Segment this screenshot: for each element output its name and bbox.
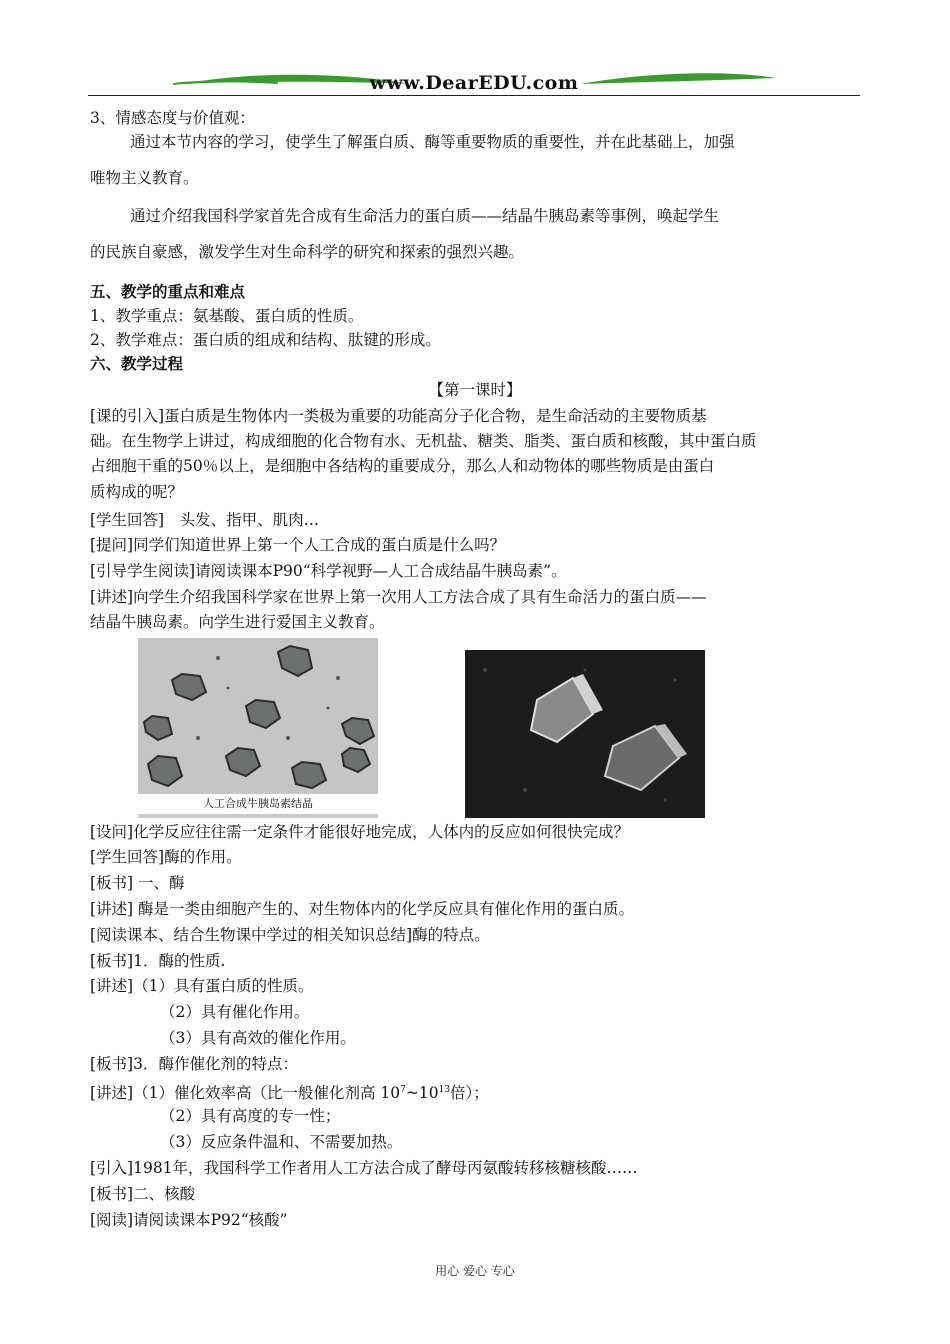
text-line: 3、情感态度与价值观： bbox=[90, 109, 255, 127]
text-line: 础。在生物学上讲过，构成细胞的化合物有水、无机盐、糖类、脂类、蛋白质和核酸，其中蛋白质 bbox=[90, 432, 757, 450]
insulin-crystal-micrograph bbox=[138, 638, 378, 818]
exponent: 13 bbox=[438, 1085, 451, 1095]
text-line: [讲述]向学生介绍我国科学家在世界上第一次用人工方法合成了具有生命活力的蛋白质—— bbox=[90, 588, 707, 606]
catalysis-tilde: ~10 bbox=[405, 1084, 439, 1103]
text-line: 唯物主义教育。 bbox=[90, 169, 199, 187]
text-line: 通过本节内容的学习，使学生了解蛋白质、酶等重要物质的重要性，并在此基础上，加强 bbox=[130, 133, 735, 151]
text-line: [板书]3．酶作催化剂的特点： bbox=[90, 1055, 298, 1073]
catalysis-suffix: 倍）； bbox=[450, 1084, 489, 1103]
text-line: 结晶牛胰岛素。向学生进行爱国主义教育。 bbox=[90, 613, 385, 631]
site-logo-text: www.DearEDU.com bbox=[369, 72, 579, 94]
text-line: [课的引入]蛋白质是生物体内一类极为重要的功能高分子化合物，是生命活动的主要物质基 bbox=[90, 407, 707, 425]
catalysis-line bbox=[90, 1080, 489, 1103]
text-line: [板书]二、核酸 bbox=[90, 1185, 196, 1203]
exponent: 7 bbox=[400, 1085, 406, 1095]
text-line: [学生回答]酶的作用。 bbox=[90, 848, 242, 866]
text-line: [讲述] 酶是一类由细胞产生的、对生物体内的化学反应具有催化作用的蛋白质。 bbox=[90, 900, 635, 918]
text-line: 质构成的呢？ bbox=[90, 483, 184, 501]
section-heading: 五、教学的重点和难点 bbox=[90, 283, 246, 301]
text-line: [学生回答] 头发、指甲、肌肉… bbox=[90, 511, 320, 529]
header-rule bbox=[88, 95, 860, 96]
crystal-image bbox=[138, 638, 378, 794]
text-line: [阅读课本、结合生物课中学过的相关知识总结]酶的特点。 bbox=[90, 926, 490, 944]
text-line: [板书] 一、酶 bbox=[90, 874, 185, 892]
text-line: [设问]化学反应往往需一定条件才能很好地完成，人体内的反应如何很快完成？ bbox=[90, 823, 630, 841]
text-line: （2）具有高度的专一性； bbox=[160, 1107, 341, 1125]
page-header bbox=[88, 62, 860, 104]
text-line: （3）具有高效的催化作用。 bbox=[160, 1029, 356, 1047]
insulin-crystal-photo bbox=[465, 650, 705, 818]
text-line: （3）反应条件温和、不需要加热。 bbox=[160, 1133, 403, 1151]
text-line: [板书]1．酶的性质. bbox=[90, 952, 226, 970]
text-line: 1、教学重点：氨基酸、蛋白质的性质。 bbox=[90, 307, 364, 325]
text-line: 2、教学难点：蛋白质的组成和结构、肽键的形成。 bbox=[90, 331, 441, 349]
text-line: 通过介绍我国科学家首先合成有生命活力的蛋白质——结晶牛胰岛素等事例，唤起学生 bbox=[130, 207, 720, 225]
lesson-title: 【第一课时】 bbox=[428, 381, 522, 399]
text-line: 占细胞干重的50％以上，是细胞中各结构的重要成分，那么人和动物体的哪些物质是由蛋白 bbox=[90, 457, 715, 475]
text-line: 的民族自豪感，激发学生对生命科学的研究和探索的强烈兴趣。 bbox=[90, 243, 525, 261]
text-line: [阅读]请阅读课本P92“核酸” bbox=[90, 1211, 288, 1229]
catalysis-prefix: [讲述]（1）催化效率高（比一般催化剂高 10 bbox=[90, 1084, 401, 1103]
figure-caption: 人工合成牛胰岛素结晶 bbox=[138, 794, 378, 814]
section-heading: 六、教学过程 bbox=[90, 355, 184, 373]
crystal-photo-image bbox=[465, 650, 705, 818]
page-footer: 用心 爱心 专心 bbox=[435, 1264, 515, 1278]
text-line: [讲述]（1）具有蛋白质的性质。 bbox=[90, 977, 314, 995]
text-line: [提问]同学们知道世界上第一个人工合成的蛋白质是什么吗？ bbox=[90, 536, 506, 554]
text-line: （2）具有催化作用。 bbox=[160, 1003, 310, 1021]
text-line: [引入]1981年，我国科学工作者用人工方法合成了酵母丙氨酸转移核糖核酸…… bbox=[90, 1159, 638, 1177]
text-line: [引导学生阅读]请阅读课本P90“科学视野—人工合成结晶牛胰岛素”。 bbox=[90, 562, 567, 580]
